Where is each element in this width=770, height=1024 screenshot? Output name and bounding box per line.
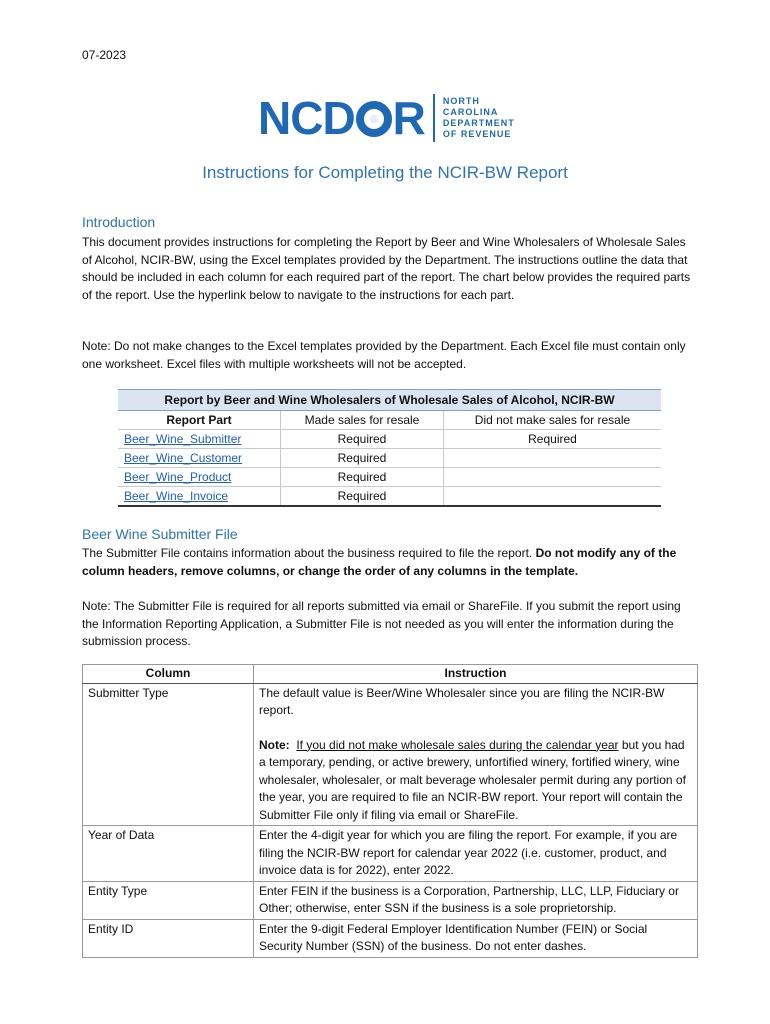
logo-divider <box>433 94 435 142</box>
report-parts-table <box>118 389 661 507</box>
cell-did-not-make-sales: Required <box>444 430 662 449</box>
logo-subtitle: NORTH CAROLINA DEPARTMENT OF REVENUE <box>442 96 515 139</box>
link-beer-wine-product[interactable]: Beer_Wine_Product <box>124 470 232 484</box>
table-row <box>83 919 698 957</box>
submitter-paragraph-bold: Do not modify any of the column headers, remove columns, or change the order of any columns in the template. <box>82 546 677 578</box>
table-row <box>118 468 661 487</box>
table-row <box>118 430 661 449</box>
link-beer-wine-invoice[interactable]: Beer_Wine_Invoice <box>124 489 229 503</box>
header-report-part: Report Part <box>118 411 281 430</box>
table-row <box>83 826 698 882</box>
cell-instruction: Enter the 4-digit year for which you are filing the report. For example, if you are filing the NCIR-BW report for calendar year 2022 (i.e. customer, product, and invoice data is for 2022), enter 2022. <box>254 826 698 882</box>
cell-column-name: Entity ID <box>83 919 254 957</box>
cell-made-sales: Required <box>281 449 444 468</box>
document-date: 07-2023 <box>82 48 127 62</box>
introduction-note: Note: Do not make changes to the Excel templates provided by the Department. Each Excel file must contain only one worksheet. Excel files with multiple worksheets will not be accepted. <box>82 339 686 371</box>
instruction-note <box>259 737 692 825</box>
cell-instruction: Enter the 9-digit Federal Employer Identification Number (FEIN) or Social Security Number (SSN) of the business. Do not enter dashes. <box>254 919 698 957</box>
cell-made-sales: Required <box>281 468 444 487</box>
submitter-note: Note: The Submitter File is required for all reports submitted via email or ShareFile. If you submit the report using the Information Reporting Application, a Submitter File is not needed as you will enter the information during the submission process. <box>82 599 681 648</box>
report-parts-caption: Report by Beer and Wine Wholesalers of Wholesale Sales of Alcohol, NCIR-BW <box>118 390 661 411</box>
note-label: Note: <box>259 737 290 752</box>
cell-column-name: Submitter Type <box>83 683 254 826</box>
cell-did-not-make-sales <box>444 487 662 507</box>
table-row <box>118 449 661 468</box>
header-made-sales: Made sales for resale <box>281 411 444 430</box>
cell-did-not-make-sales <box>444 449 662 468</box>
submitter-heading: Beer Wine Submitter File <box>82 526 238 542</box>
table-row <box>118 487 661 507</box>
table-row <box>83 881 698 919</box>
cell-instruction: Enter FEIN if the business is a Corporation, Partnership, LLC, LLP, Fiduciary or Other; otherwise, enter SSN if the business is a sole proprietorship. <box>254 881 698 919</box>
cell-column-name: Entity Type <box>83 881 254 919</box>
document-title: Instructions for Completing the NCIR-BW Report <box>202 163 568 182</box>
cell-did-not-make-sales <box>444 468 662 487</box>
header-instruction: Instruction <box>254 665 698 684</box>
link-beer-wine-customer[interactable]: Beer_Wine_Customer <box>124 451 243 465</box>
header-column: Column <box>83 665 254 684</box>
logo-wordmark: NCD R <box>258 92 425 144</box>
logo-o-mark <box>356 101 392 137</box>
cell-made-sales: Required <box>281 430 444 449</box>
header-did-not-make-sales: Did not make sales for resale <box>444 411 662 430</box>
note-underlined-text: If you did not make wholesale sales during the calendar year <box>296 737 619 752</box>
instruction-text: The default value is Beer/Wine Wholesaler since you are filing the NCIR-BW report. <box>259 685 665 717</box>
submitter-columns-table <box>82 664 698 958</box>
table-row <box>83 683 698 826</box>
cell-column-name: Year of Data <box>83 826 254 882</box>
cell-instruction <box>254 683 698 826</box>
introduction-paragraph: This document provides instructions for completing the Report by Beer and Wine Wholesalers of Wholesale Sales of Alcohol, NCIR-BW, using the Excel templates provided by the Department. The instructions outline the data that should be included in each column for each required part of the report. The chart below provides the required parts of the report. Use the hyperlink below to navigate to the instructions for each part. <box>82 235 691 302</box>
introduction-heading: Introduction <box>82 214 156 230</box>
ncdor-logo <box>258 90 515 146</box>
cell-made-sales: Required <box>281 487 444 507</box>
note-text: but you had a temporary, pending, or active brewery, unfortified winery, fortified winery, wine wholesaler, wholesaler, or malt beverage wholesaler permit during any portion of the year, you are required to file an NCIR-BW report. Your report will contain the Submitter File only if filing via email or ShareFile. <box>259 737 686 822</box>
submitter-paragraph <box>82 545 697 580</box>
link-beer-wine-submitter[interactable]: Beer_Wine_Submitter <box>124 432 242 446</box>
submitter-paragraph-text: The Submitter File contains information about the business required to file the report. <box>82 546 536 560</box>
